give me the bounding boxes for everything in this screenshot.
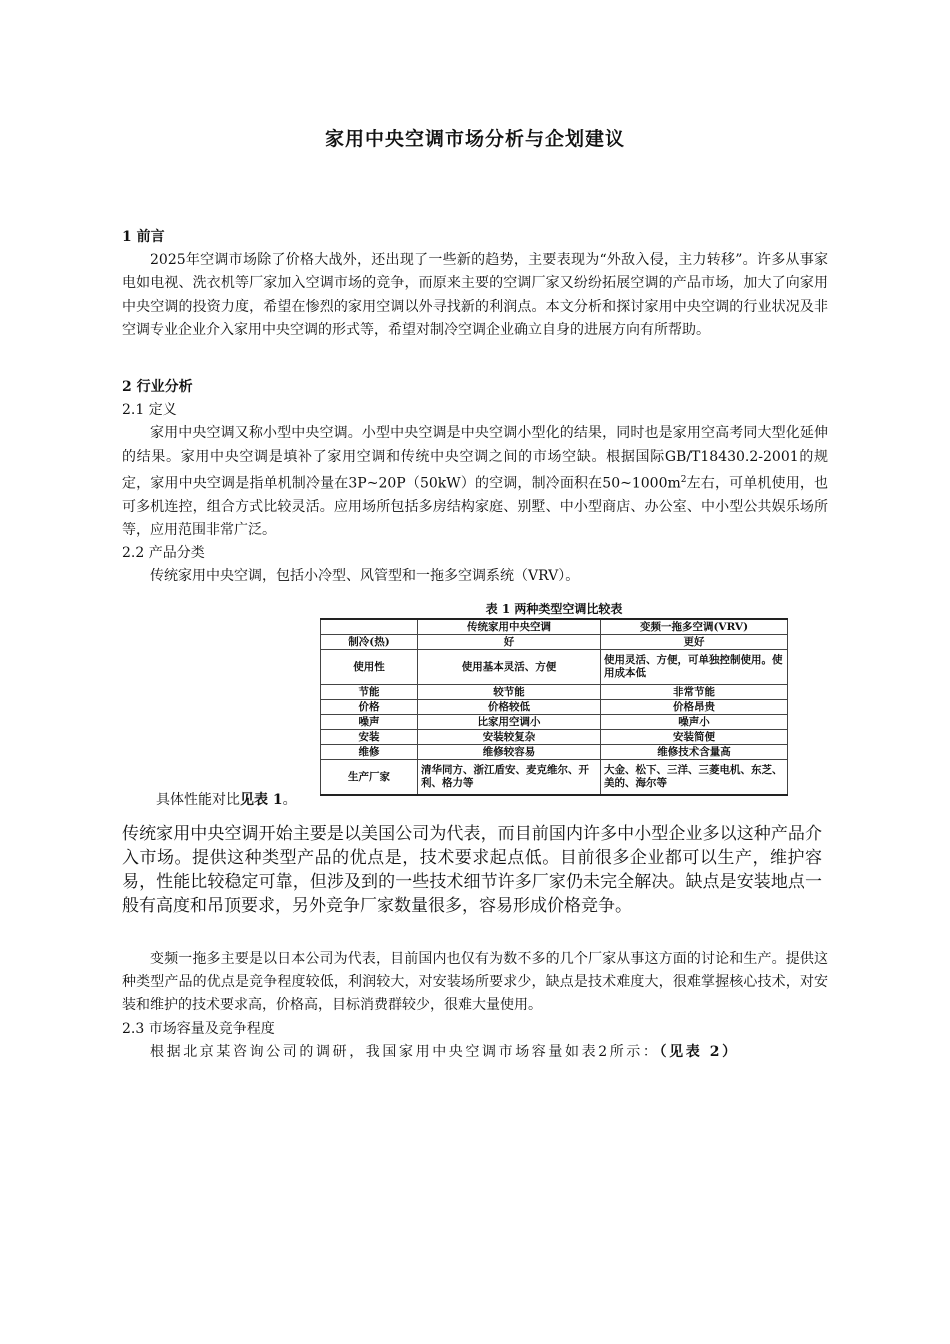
comparison-table — [320, 600, 788, 796]
table-reference-line — [156, 789, 297, 809]
reference-punct: 。 — [282, 792, 297, 808]
table-row-label: 制冷(热) — [321, 635, 418, 650]
section-2-3-paragraph — [122, 1041, 828, 1064]
section-1-heading: 1 前言 — [122, 229, 165, 245]
table-row — [321, 730, 788, 745]
reference-link-text: 见表 1 — [240, 792, 283, 808]
table-row-label: 维修 — [321, 745, 418, 760]
table-cell: 维修较容易 — [418, 745, 601, 760]
section-2-1-text-b: 左右，可单机使用，也可多机连控，组合方式比较灵活。应用场所包括多房结构家庭、别墅、中小型商店、办公室、中小型公共娱乐场所等，应用范围非常广泛。 — [122, 475, 828, 538]
table-cell: 非常节能 — [601, 685, 788, 700]
table-row-label: 噪声 — [321, 715, 418, 730]
table-row — [321, 685, 788, 700]
document-title: 家用中央空调市场分析与企划建议 — [324, 128, 625, 150]
table-cell: 噪声小 — [601, 715, 788, 730]
table-row — [321, 760, 788, 796]
section-1 — [122, 226, 828, 342]
vrv-paragraph: 变频一拖多主要是以日本公司为代表，目前国内也仅有为数不多的几个厂家从事这方面的讨论和生产。提供这种类型产品的优点是竞争程度较低，利润较大，对安装场所要求少，缺点是技术难度大，很难掌握核心技术，对安装和维护的技术要求高，价格高，目标消费群较少，很难大量使用。 — [122, 951, 828, 1014]
table-cell: 清华同方、浙江盾安、麦克维尔、开利、格力等 — [418, 760, 601, 796]
section-2-tail — [122, 948, 828, 1064]
table-cell: 安装较复杂 — [418, 730, 601, 745]
table-row-label: 使用性 — [321, 650, 418, 685]
table-cell: 比家用空调小 — [418, 715, 601, 730]
table-cell: 使用基本灵活、方便 — [418, 650, 601, 685]
traditional-paragraph: 传统家用中央空调开始主要是以美国公司为代表，而目前国内许多中小型企业多以这种产品介入市场。提供这种类型产品的优点是，技术要求起点低。目前很多企业都可以生产，维护容易，性能比较稳定可靠，但涉及到的一些技术细节许多厂家仍未完全解决。缺点是安装地点一般有高度和吊顶要求，另外竞争厂家数量很多，容易形成价格竞争。 — [122, 824, 822, 916]
table-row-label: 生产厂家 — [321, 760, 418, 796]
table-cell: 价格昂贵 — [601, 700, 788, 715]
table-header-cell: 变频一拖多空调(VRV) — [601, 619, 788, 635]
table-row-label: 价格 — [321, 700, 418, 715]
table-cell: 使用灵活、方便，可单独控制使用。使用成本低 — [601, 650, 788, 685]
table-row-label: 节能 — [321, 685, 418, 700]
table-row — [321, 650, 788, 685]
table-cell: 较节能 — [418, 685, 601, 700]
table-cell: 更好 — [601, 635, 788, 650]
table-cell: 好 — [418, 635, 601, 650]
table-row — [321, 635, 788, 650]
section-2-2-paragraph: 传统家用中央空调，包括小冷型、风管型和一拖多空调系统（VRV）。 — [150, 568, 580, 585]
table-corner — [321, 619, 418, 635]
table-header-cell: 传统家用中央空调 — [418, 619, 601, 635]
table-cell: 价格较低 — [418, 700, 601, 715]
section-2-1-text-a: 家用中央空调又称小型中央空调。小型中央空调是中央空调小型化的结果，同时也是家用空高考同大型化延伸的结果。家用中央空调是填补了家用空调和传统中央空调之间的市场空缺。根据国际GB/T18430.2-2001的规定，家用中央空调是指单机制冷量在3P~20P（50kW）的空调，制冷面积在50~1000m — [122, 425, 828, 492]
table-cell: 安装简便 — [601, 730, 788, 745]
section-2-1-paragraph — [122, 422, 828, 542]
table-header-row — [321, 619, 788, 635]
table-caption: 表 1 两种类型空调比较表 — [485, 602, 623, 616]
table-cell: 维修技术含量高 — [601, 745, 788, 760]
section-2-3-reference: （见表 2） — [659, 1043, 739, 1060]
section-2-1-heading: 2.1 定义 — [122, 402, 177, 419]
table-row-label: 安装 — [321, 730, 418, 745]
section-2 — [122, 376, 828, 588]
section-2-2-heading: 2.2 产品分类 — [122, 545, 205, 562]
superscript: 2 — [680, 474, 687, 485]
section-2-3-heading: 2.3 市场容量及竞争程度 — [122, 1020, 275, 1037]
table-cell: 大金、松下、三洋、三菱电机、东芝、美的、海尔等 — [601, 760, 788, 796]
table-body — [320, 618, 788, 796]
section-2-heading: 2 行业分析 — [122, 379, 193, 395]
table-row — [321, 700, 788, 715]
table-row — [321, 715, 788, 730]
table-row — [321, 745, 788, 760]
section-1-paragraph: 2025年空调市场除了价格大战外，还出现了一些新的趋势，主要表现为“外敌入侵，主力转移”。许多从事家电如电视、洗衣机等厂家加入空调市场的竞争，而原来主要的空调厂家又纷纷拓展空调的产品市场，加大了向家用中央空调的投资力度，希望在惨烈的家用空调以外寻找新的利润点。本文分析和探讨家用中央空调的行业状况及非空调专业企业介入家用中央空调的形式等，希望对制冷空调企业确立自身的进展方向有所帮助。 — [122, 252, 828, 338]
section-2-3-text: 根据北京某咨询公司的调研，我国家用中央空调市场容量如表2所示： — [150, 1043, 660, 1060]
reference-text: 具体性能对比 — [156, 792, 240, 808]
